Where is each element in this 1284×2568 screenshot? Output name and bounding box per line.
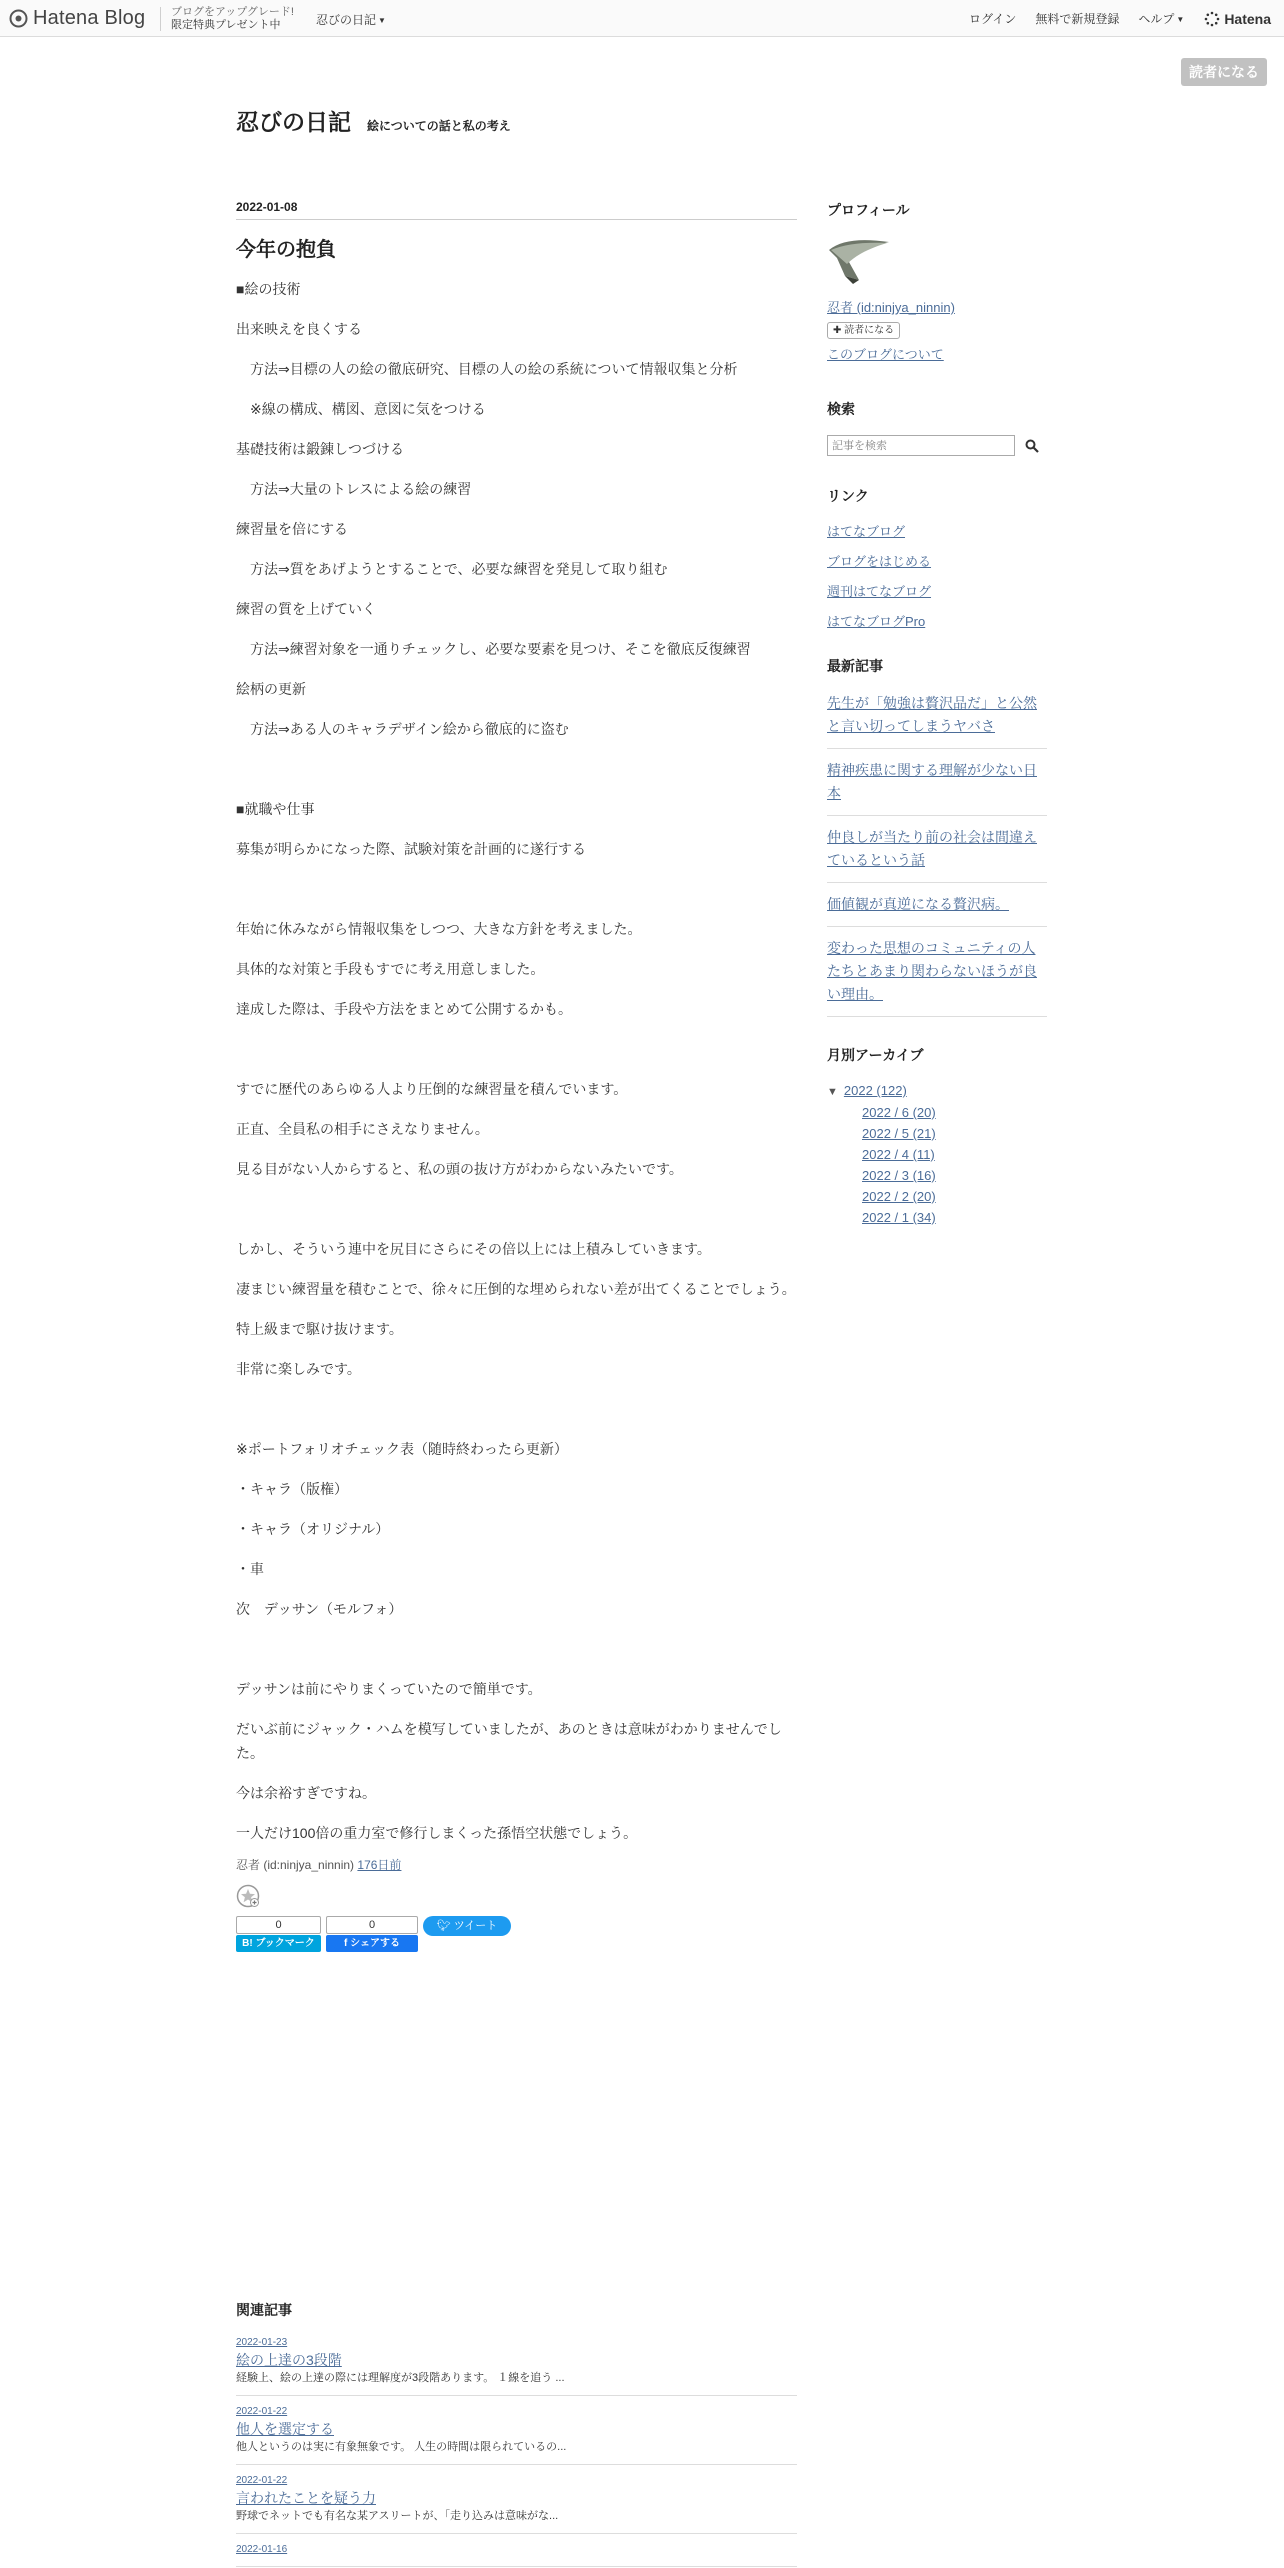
- facebook-count: 0: [326, 1916, 418, 1934]
- entry-paragraph: ■就職や仕事: [236, 801, 315, 817]
- entry-paragraph: 特上級まで駆け抜けます。: [236, 1321, 403, 1337]
- entry-author: 忍者 (id:ninjya_ninnin): [236, 1858, 355, 1872]
- related-title-link[interactable]: 言われたことを疑う力: [236, 2490, 376, 2506]
- entry-paragraph: 非常に楽しみです。: [236, 1361, 361, 1377]
- upgrade-promo[interactable]: [171, 6, 294, 32]
- hatena-dots-icon: [1204, 11, 1220, 27]
- blank-line: [236, 877, 797, 901]
- entry-paragraph: 練習の質を上げていく: [236, 601, 376, 617]
- archive-month-link[interactable]: 2022 / 3 (16): [862, 1168, 936, 1183]
- entry-paragraph: 出来映えを良くする: [236, 321, 362, 337]
- related-item: [236, 2405, 797, 2465]
- logo-text: Hatena Blog: [33, 6, 146, 29]
- links-title: リンク: [827, 488, 869, 504]
- entry-paragraph: 具体的な対策と手段もすでに考え用意しました。: [236, 961, 545, 977]
- promo-line-1: ブログをアップグレード!: [171, 6, 294, 18]
- entry-paragraph: 基礎技術は鍛錬しつづける: [236, 441, 404, 457]
- promo-line-2: 限定特典プレゼント中: [171, 19, 281, 31]
- related-item: [236, 2543, 797, 2567]
- entry-title[interactable]: 今年の抱負: [236, 239, 336, 261]
- search-module: [827, 399, 1047, 456]
- star-area: [236, 1884, 797, 1908]
- related-snippet: 他人というのは実に有象無象です。 人生の時間は限られているの...: [236, 2441, 567, 2453]
- archive-month-link[interactable]: 2022 / 2 (20): [862, 1189, 936, 1204]
- archive-year[interactable]: [827, 1081, 1047, 1102]
- related-date[interactable]: 2022-01-22: [236, 2475, 288, 2486]
- blank-line: [236, 1397, 797, 1421]
- hatebu-count: 0: [236, 1916, 321, 1934]
- hatena-blog-logo-icon: [9, 9, 28, 28]
- entry-paragraph: ※ポートフォリオチェック表（随時終わったら更新）: [236, 1441, 568, 1457]
- entry-body: [236, 277, 797, 1845]
- recent-title: 最新記事: [827, 658, 883, 674]
- entry-paragraph: デッサンは前にやりまくっていたので簡単です。: [236, 1681, 542, 1697]
- entry-paragraph: 達成した際は、手段や方法をまとめて公開するかも。: [236, 1001, 572, 1017]
- profile-module: [827, 200, 1047, 365]
- links-module: [827, 486, 1047, 632]
- archive-month-link[interactable]: 2022 / 6 (20): [862, 1105, 936, 1120]
- triangle-down-icon: ▼: [827, 1086, 838, 1098]
- signup-link[interactable]: 無料で新規登録: [1035, 12, 1120, 26]
- login-link[interactable]: ログイン: [968, 12, 1017, 26]
- entry-paragraph: 方法⇒質をあげようとすることで、必要な練習を発見して取り組む: [250, 561, 668, 577]
- help-menu[interactable]: [1138, 10, 1184, 27]
- profile-subscribe-button[interactable]: [827, 322, 900, 339]
- recent-entry-link[interactable]: 仲良しが当たり前の社会は間違えているという話: [827, 829, 1037, 868]
- recent-entry: [827, 937, 1047, 1017]
- plus-icon: ✚: [833, 325, 845, 336]
- tweet-button[interactable]: [423, 1916, 511, 1936]
- related-title-link[interactable]: 他人を選定する: [236, 2421, 334, 2437]
- recent-entry-link[interactable]: 変わった思想のコミュニティの人たちとあまり関わらないほうが良い理由。: [827, 940, 1037, 1002]
- entry-paragraph: 今は余裕すぎですね。: [236, 1785, 376, 1801]
- entry-paragraph: 見る目がない人からすると、私の頭の抜け方がわからないみたいです。: [236, 1161, 683, 1177]
- related-entries: [236, 2300, 797, 2568]
- entry-paragraph: 方法⇒目標の人の絵の徹底研究、目標の人の絵の系統について情報収集と分析: [250, 361, 738, 377]
- blog-title-area: [236, 104, 511, 137]
- archive-months: [827, 1102, 1047, 1228]
- recent-entry: [827, 893, 1047, 927]
- profile-name[interactable]: 忍者 (id:ninjya_ninnin): [827, 300, 955, 315]
- entry-paragraph: 方法⇒練習対象を一通りチェックし、必要な要素を見つけ、そこを徹底反復練習: [250, 641, 751, 657]
- entry-paragraph: だいぶ前にジャック・ハムを模写していましたが、あのときは意味がわかりませんでした。: [236, 1721, 782, 1761]
- entry-paragraph: しかし、そういう連中を尻目にさらにその倍以上には上積みしていきます。: [236, 1241, 711, 1257]
- hatena-link[interactable]: [1204, 11, 1271, 27]
- entry-paragraph: ※線の構成、構図、意図に気をつける: [250, 401, 486, 417]
- recent-entry-link[interactable]: 価値観が真逆になる贅沢病。: [827, 896, 1009, 912]
- related-date[interactable]: 2022-01-16: [236, 2544, 288, 2555]
- archive-year-link[interactable]: 2022 (122): [843, 1083, 907, 1098]
- add-star-icon[interactable]: [236, 1884, 260, 1908]
- search-input[interactable]: [827, 435, 1015, 456]
- recent-list: [827, 692, 1047, 1017]
- entry-paragraph: ■絵の技術: [236, 281, 301, 297]
- entry-paragraph: 年始に休みながら情報収集をしつつ、大きな方針を考えました。: [236, 921, 642, 937]
- header-divider: [160, 7, 161, 31]
- facebook-share-button[interactable]: [326, 1935, 418, 1952]
- related-snippet: 経験上、絵の上達の際には理解度が3段階あります。 １線を追う ...: [236, 2372, 565, 2384]
- entry-paragraph: ・キャラ（オリジナル）: [236, 1521, 390, 1537]
- entry-paragraph: ・車: [236, 1561, 264, 1577]
- entry-paragraph: 絵柄の更新: [236, 681, 306, 697]
- entry-paragraph: すでに歴代のあらゆる人より圧倒的な練習量を積んでいます。: [236, 1081, 628, 1097]
- profile-subscribe-label: 読者になる: [844, 325, 895, 336]
- search-row: [827, 435, 1047, 456]
- related-list: [236, 2336, 797, 2567]
- blank-line: [236, 1637, 797, 1661]
- chevron-down-icon: ▼: [378, 16, 386, 26]
- entry-paragraph: 正直、全員私の相手にさえなりません。: [236, 1121, 489, 1137]
- entry-paragraph: 方法⇒ある人のキャラデザイン絵から徹底的に盗む: [250, 721, 569, 737]
- sidebar: [827, 200, 1047, 1252]
- entry-paragraph: 次 デッサン（モルフォ）: [236, 1601, 403, 1617]
- entry-paragraph: 一人だけ100倍の重力室で修行しまくった孫悟空状態でしょう。: [236, 1825, 638, 1841]
- hatebu-button[interactable]: B! ブックマーク: [236, 1935, 321, 1952]
- entry-date[interactable]: 2022-01-08: [236, 200, 797, 220]
- subscribe-button[interactable]: 読者になる: [1181, 58, 1267, 86]
- entry-paragraph: ・キャラ（版権）: [236, 1481, 348, 1497]
- related-item: [236, 2336, 797, 2396]
- archive-title: 月別アーカイブ: [827, 1047, 924, 1063]
- entry-paragraph: 募集が明らかになった際、試験対策を計画的に遂行する: [236, 841, 586, 857]
- entry-paragraph: 練習量を倍にする: [236, 521, 348, 537]
- blog-description: 絵についての話と私の考え: [367, 119, 511, 133]
- help-label: ヘルプ: [1138, 12, 1175, 26]
- sidebar-link[interactable]: はてなブログ: [827, 524, 906, 539]
- search-icon[interactable]: [1025, 439, 1039, 453]
- sidebar-link[interactable]: 週刊はてなブログ: [827, 584, 932, 599]
- links-list: [827, 522, 1047, 632]
- related-date[interactable]: 2022-01-22: [236, 2406, 288, 2417]
- entry-permalink[interactable]: 176日前: [357, 1858, 402, 1872]
- archive-month-link[interactable]: 2022 / 4 (11): [862, 1147, 935, 1162]
- hatena-label: Hatena: [1224, 10, 1271, 27]
- recent-entry: [827, 692, 1047, 749]
- entry-paragraph: 方法⇒大量のトレスによる絵の練習: [250, 481, 472, 497]
- chevron-down-icon: ▼: [1176, 15, 1185, 25]
- recent-entries-module: [827, 656, 1047, 1017]
- related-snippet: 野球でネットでも有名な某アスリートが、「走り込みは意味がな...: [236, 2510, 559, 2522]
- share-area: [236, 1916, 797, 1952]
- related-title-link[interactable]: 絵の上達の3段階: [236, 2352, 342, 2368]
- archive-module: [827, 1045, 1047, 1228]
- profile-avatar[interactable]: [827, 236, 891, 290]
- blank-line: [236, 757, 797, 781]
- blank-line: [236, 1037, 797, 1061]
- entry-paragraph: 凄まじい練習量を積むことで、徐々に圧倒的な埋められない差が出てくることでしょう。: [236, 1281, 796, 1297]
- facebook-icon: f: [344, 1938, 351, 1949]
- blank-line: [236, 1197, 797, 1221]
- related-date[interactable]: 2022-01-23: [236, 2337, 288, 2348]
- profile-title: プロフィール: [827, 202, 910, 218]
- archive-month-link[interactable]: 2022 / 5 (21): [862, 1126, 936, 1141]
- recent-entry-link[interactable]: 先生が「勉強は贅沢品だ」と公然と言い切ってしまうヤバさ: [827, 695, 1037, 734]
- tweet-label: ツイート: [453, 1920, 498, 1932]
- facebook-share[interactable]: [326, 1916, 418, 1952]
- twitter-bird-icon: 🐦︎: [436, 1920, 454, 1932]
- blog-menu-label: 忍びの日記: [316, 13, 377, 27]
- related-item: [236, 2474, 797, 2534]
- hatebu-share[interactable]: [236, 1916, 321, 1952]
- related-title: 関連記事: [236, 2302, 292, 2318]
- entry-footer: [236, 1856, 797, 1873]
- recent-entry: [827, 826, 1047, 883]
- header-right-menu: [950, 0, 1271, 37]
- sidebar-link[interactable]: ブログをはじめる: [827, 554, 932, 569]
- sidebar-link[interactable]: はてなブログPro: [827, 614, 926, 629]
- blog-menu-dropdown[interactable]: [316, 11, 386, 28]
- recent-entry: [827, 759, 1047, 816]
- entry-main: [236, 200, 797, 1952]
- hatena-blog-logo[interactable]: [9, 7, 145, 29]
- search-title: 検索: [827, 401, 855, 417]
- facebook-share-label: シェアする: [350, 1938, 400, 1949]
- recent-entry-link[interactable]: 精神疾患に関する理解が少ない日本: [827, 762, 1037, 801]
- blog-title[interactable]: 忍びの日記: [236, 109, 351, 135]
- global-header: [0, 0, 1284, 37]
- archive-month-link[interactable]: 2022 / 1 (34): [862, 1210, 936, 1225]
- about-blog-link[interactable]: このブログについて: [827, 347, 944, 362]
